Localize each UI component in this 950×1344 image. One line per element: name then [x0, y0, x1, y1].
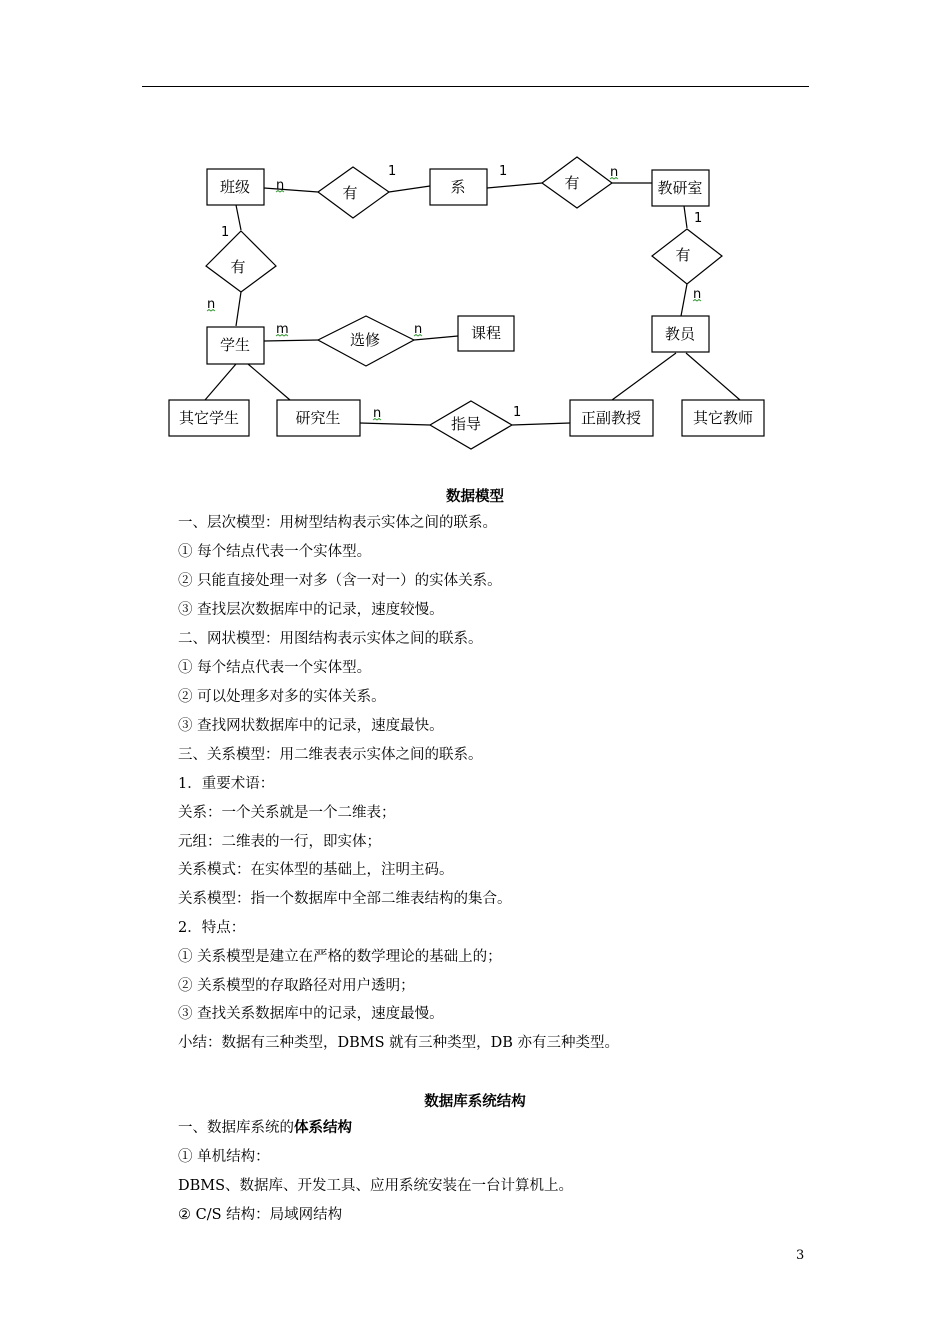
text-line: 关系模型：指一个数据库中全部二维表结构的集合。	[178, 891, 512, 907]
edge-xuesheng-xuanxiu	[264, 340, 318, 341]
entity-banji: 班级	[219, 178, 251, 196]
section-title-data-model: 数据模型	[446, 488, 504, 505]
text-line: ① 每个结点代表一个实体型。	[178, 544, 372, 560]
edge-banji-you3	[236, 205, 241, 230]
text-line: ① 单机结构：	[178, 1149, 270, 1165]
entity-xuesheng: 学生	[219, 336, 251, 354]
text-line: ② 只能直接处理一对多（含一对一）的实体关系。	[178, 573, 502, 589]
entity-kecheng: 课程	[470, 324, 502, 342]
text-line: ③ 查找关系数据库中的记录，速度最慢。	[178, 1006, 444, 1022]
edge-jiaoyuan-qita	[686, 353, 740, 400]
edge-banji-you1	[264, 188, 318, 192]
rel-you-jiaoyanshi-jiaoyuan: 有	[675, 246, 691, 264]
edge-jiaoyuan-zhengfu	[612, 353, 676, 400]
rel-you-banji-xuesheng: 有	[230, 258, 246, 276]
entity-qita-jiaoshi: 其它教师	[692, 409, 754, 427]
edge-you4-jiaoyuan	[681, 284, 687, 316]
er-diagram	[0, 0, 950, 470]
page-number: 3	[796, 1248, 805, 1263]
text-line: ③ 查找网状数据库中的记录，速度最快。	[178, 718, 444, 734]
card-kecheng-xuanxiu: n	[414, 322, 423, 337]
text-line: ① 每个结点代表一个实体型。	[178, 660, 372, 676]
card-yanjiusheng-zhidao: n	[373, 406, 382, 421]
text-line: ③ 查找层次数据库中的记录，速度较慢。	[178, 602, 444, 618]
entity-zhengfu-jiaoshou: 正副教授	[580, 409, 642, 427]
entity-yanjiusheng: 研究生	[295, 409, 341, 427]
text-line: 二、网状模型：用图结构表示实体之间的联系。	[178, 631, 483, 647]
text-line: ② 可以处理多对多的实体关系。	[178, 689, 386, 705]
card-banji-you1: n	[276, 178, 285, 193]
card-jiaoyanshi-you2: n	[610, 165, 619, 180]
rel-xuanxiu: 选修	[349, 331, 381, 349]
text-line: 一、层次模型：用树型结构表示实体之间的联系。	[178, 515, 497, 531]
card-banji-you3: 1	[221, 225, 230, 240]
text-line: ① 关系模型是建立在严格的数学理论的基础上的；	[178, 949, 502, 965]
entity-qita-xuesheng: 其它学生	[178, 409, 240, 427]
entity-jiaoyuan: 教员	[664, 325, 696, 343]
edge-zhidao-zhengfu	[512, 423, 570, 425]
card-xi-you1: 1	[388, 164, 397, 179]
heading-bold: 体系结构	[294, 1119, 352, 1136]
card-xuesheng-you3: n	[207, 297, 216, 312]
text-line: 小结：数据有三种类型，DBMS 就有三种类型，DB 亦有三种类型。	[178, 1035, 620, 1051]
text-line: 三、关系模型：用二维表表示实体之间的联系。	[178, 747, 483, 763]
section-title-db-system-structure: 数据库系统结构	[424, 1093, 526, 1110]
edge-xi-you2	[487, 183, 542, 188]
rel-zhidao: 指导	[450, 415, 482, 433]
card-zhengfu-zhidao: 1	[513, 405, 522, 420]
text-line: 元组：二维表的一行，即实体；	[178, 834, 381, 850]
rel-you-banji-xi: 有	[342, 184, 358, 202]
card-jiaoyuan-you4: n	[693, 287, 702, 302]
edge-jiaoyanshi-you4	[684, 206, 687, 228]
edge-xuesheng-yanjiusheng	[248, 364, 290, 400]
text-line: ② C/S 结构：局域网结构	[178, 1207, 343, 1223]
rel-you-xi-jiaoyanshi: 有	[564, 174, 580, 192]
entity-jiaoyanshi: 教研室	[657, 179, 703, 197]
text-line: 2．特点：	[178, 920, 246, 936]
edge-xuesheng-qita	[205, 364, 236, 400]
text-line: DBMS、数据库、开发工具、应用系统安装在一台计算机上。	[178, 1178, 574, 1194]
edge-you1-xi	[389, 186, 430, 192]
text-line: 关系：一个关系就是一个二维表；	[178, 805, 396, 821]
card-xuesheng-xuanxiu: m	[276, 322, 289, 337]
edge-yanjiusheng-zhidao	[360, 423, 430, 425]
card-jiaoyanshi-you4: 1	[694, 211, 703, 226]
text-line: 1．重要术语：	[178, 776, 275, 792]
card-xi-you2: 1	[499, 164, 508, 179]
edge-you3-xuesheng	[236, 292, 241, 326]
heading-prefix: 一、数据库系统的	[178, 1120, 294, 1136]
text-line: 关系模式：在实体型的基础上，注明主码。	[178, 862, 454, 878]
entity-xi: 系	[450, 178, 466, 196]
subsection-heading	[178, 1118, 352, 1138]
text-line: ② 关系模型的存取路径对用户透明；	[178, 978, 415, 994]
